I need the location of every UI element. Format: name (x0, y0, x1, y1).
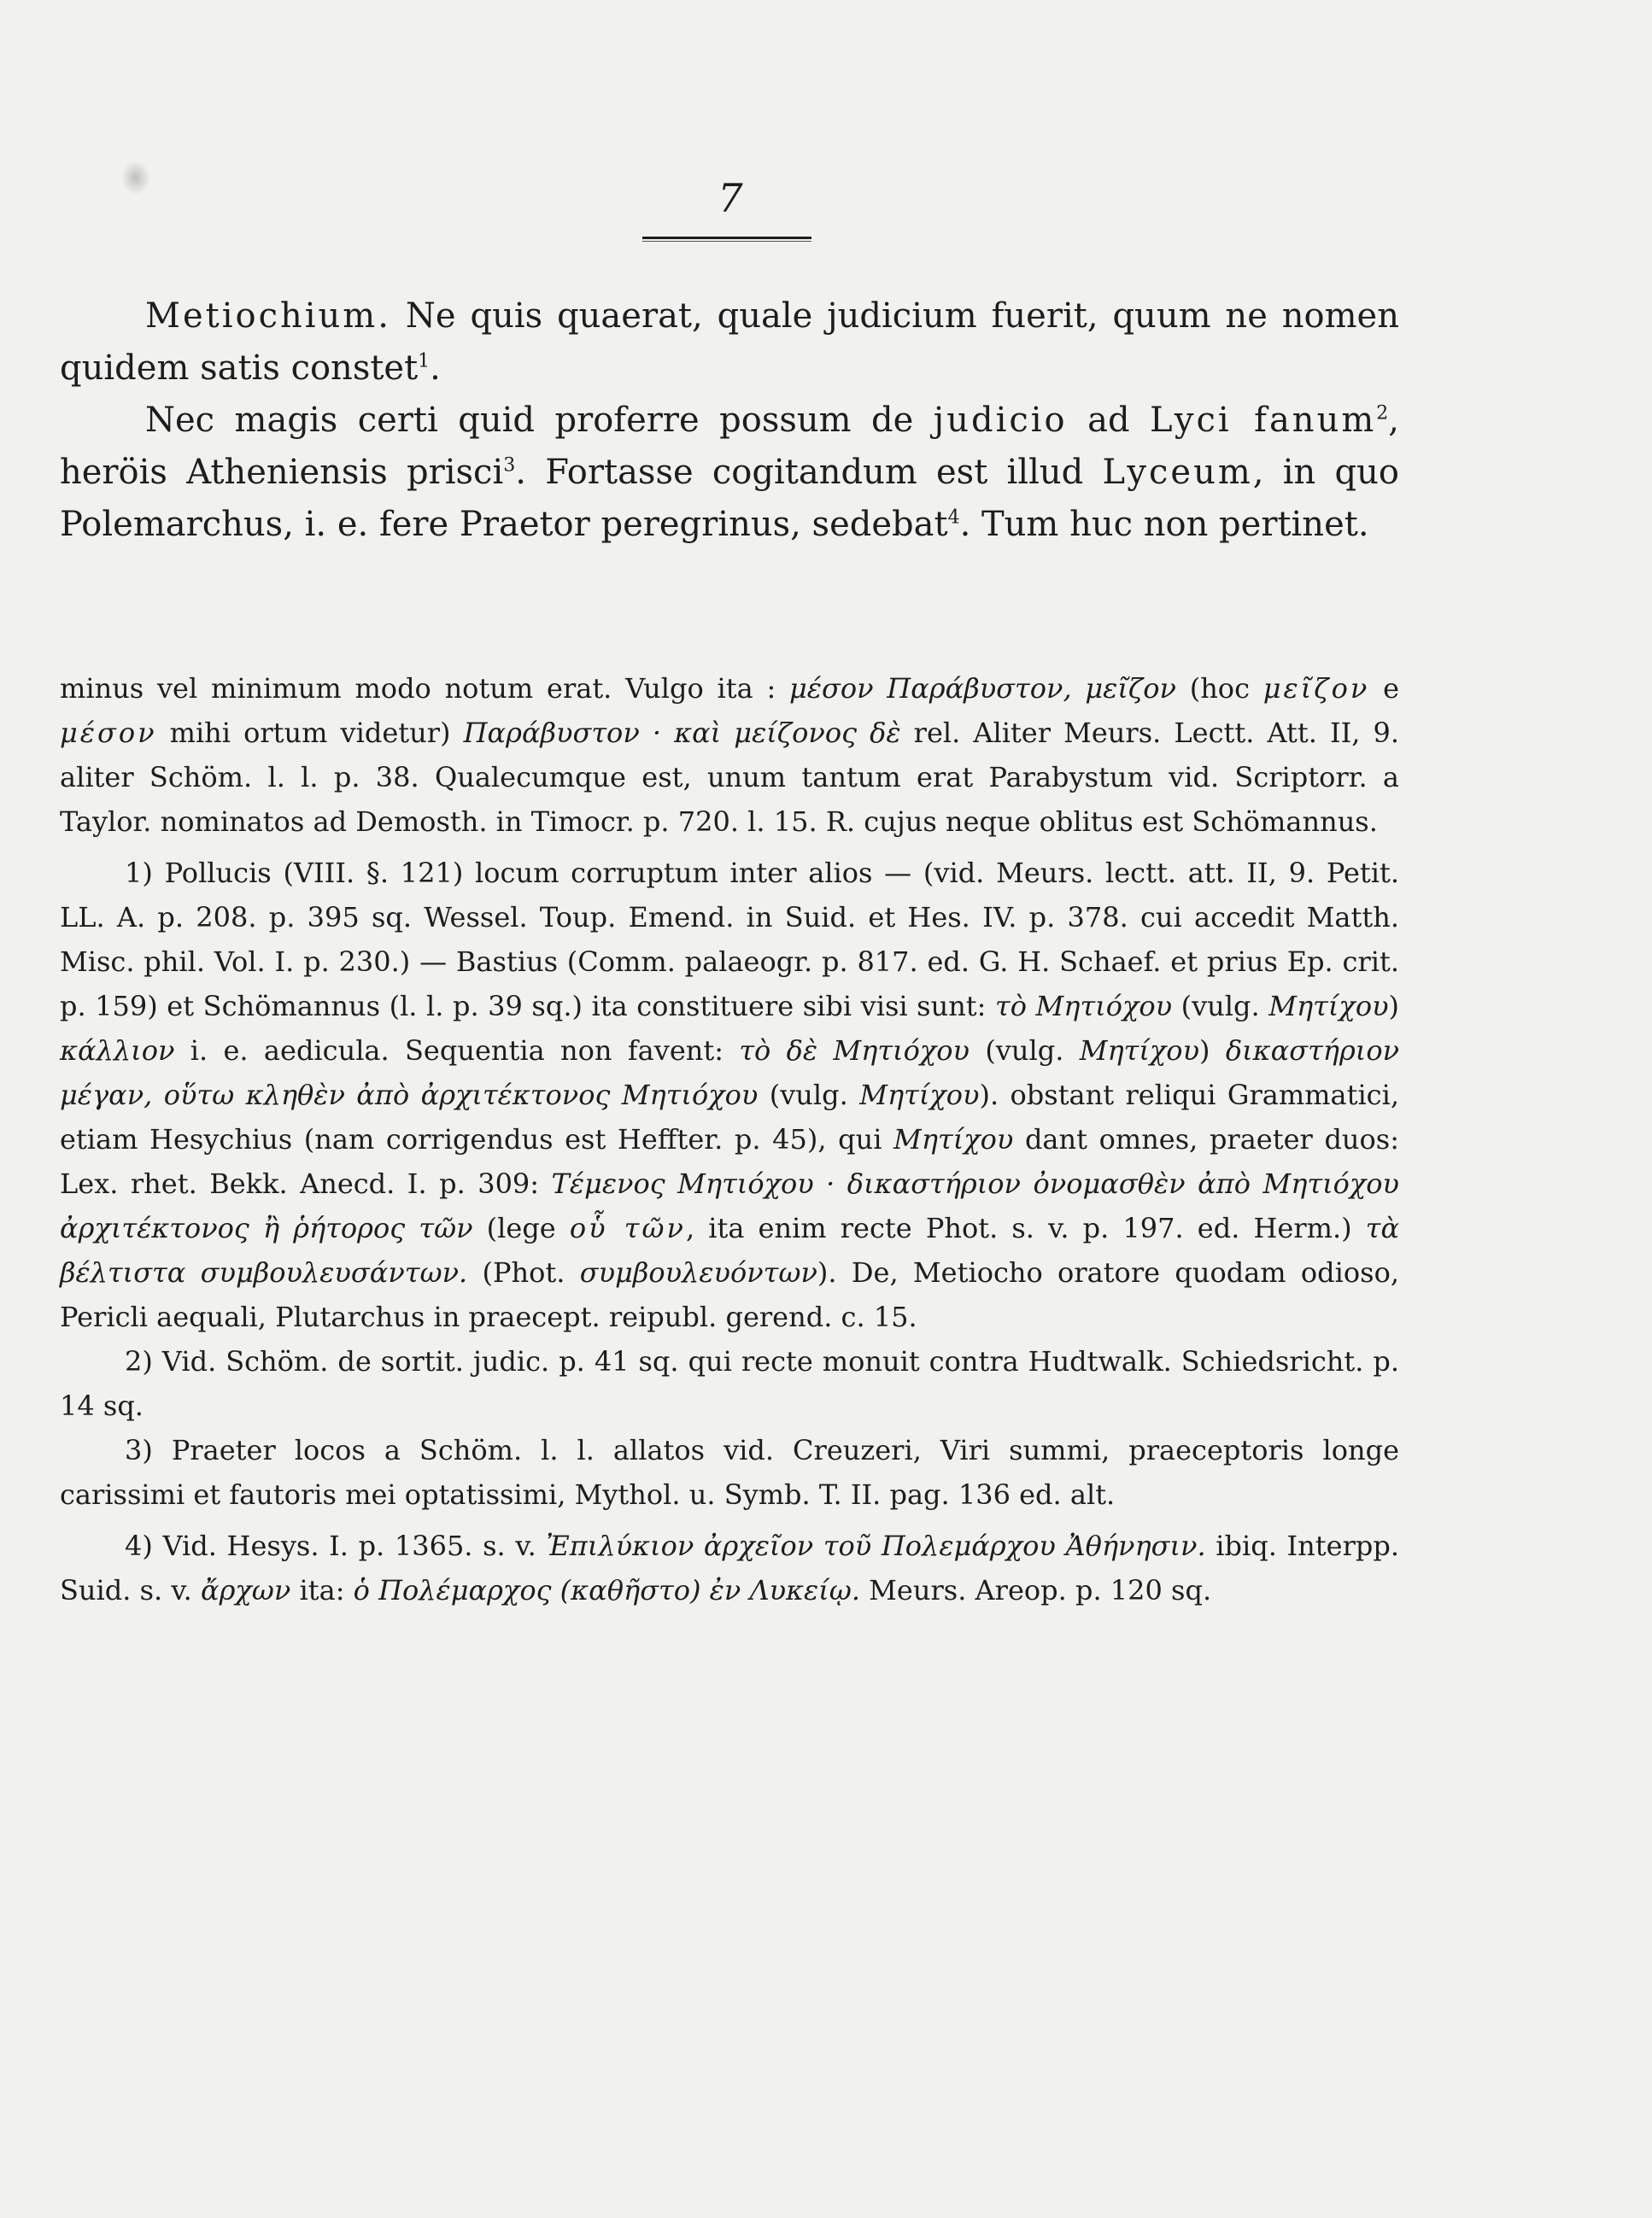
greek-text: κάλλιον (60, 1034, 175, 1067)
text-run: 4) Vid. Hesys. I. p. 1365. s. v. (125, 1530, 547, 1562)
text-run: , ita enim recte Phot. s. v. p. 197. ed. Herm.) (685, 1212, 1366, 1244)
text-run: e (1369, 672, 1400, 705)
text-run: dant omnes, praeter duos: Lex. rhet. Bekk. Anecd. I. p. 309: (60, 1123, 1400, 1200)
greek-text: Μητίχου (859, 1079, 980, 1111)
greek-text: τὸ Μητιόχου (995, 990, 1173, 1022)
greek-text: τὰ βέλτιστα συμβουλευσάντων. (60, 1212, 1400, 1289)
footnote-ref-4: 4 (947, 506, 960, 529)
text-run: ad (1067, 401, 1151, 440)
text-run: (lege (472, 1212, 570, 1244)
text-run: Meurs. Areop. p. 120 sq. (859, 1574, 1212, 1606)
term-lyci-fanum: Lyci fanum (1150, 401, 1377, 440)
greek-text: τὸ δὲ Μητιόχου (739, 1034, 970, 1067)
text-run: ). De, Metiocho oratore quodam odioso, Pericli aequali, Plutarchus in praecept. reipubl. gerend. c. 15. (60, 1256, 1400, 1333)
text-run: ). obstant reliqui Grammatici, etiam Hesychius (nam corrigendus est Heffter. p. 45), qui (60, 1079, 1400, 1156)
footnote-ref-3: 3 (503, 454, 516, 477)
greek-text: ὁ Πολέμαρχος (καθῆστο) ἐν Λυκείῳ. (353, 1574, 860, 1606)
greek-text: Μητίχου (1079, 1034, 1200, 1067)
greek-text: Μητίχου (893, 1123, 1014, 1156)
text-run: . Fortasse cogitandum est illud (515, 453, 1103, 492)
greek-text: μέσον (60, 717, 157, 749)
footnotes (60, 666, 1399, 1612)
text-run: minus vel minimum modo notum erat. Vulgo ita : (60, 672, 789, 705)
greek-text: συμβουλευόντων (579, 1256, 817, 1289)
main-text (60, 290, 1399, 551)
text-run: . Tum huc non pertinet. (959, 505, 1369, 544)
term-judicio: judicio (933, 401, 1068, 440)
footnote-3 (60, 1428, 1399, 1517)
text-run: (Phot. (467, 1256, 580, 1289)
footnote-2 (60, 1339, 1399, 1428)
text-run: , in quo Polemarchus, i. e. fere Praetor peregrinus, sedebat (60, 453, 1400, 544)
footnote-continuation (60, 666, 1399, 844)
text-run: 3) Praeter locos a Schöm. l. l. allatos vid. Creuzeri, Viri summi, praeceptoris longe carissimi et fautoris mei optatissimi, Mythol. u. Symb. T. II. pag. 136 ed. alt. (60, 1434, 1399, 1511)
footnote-ref-1: 1 (418, 350, 431, 372)
text-run: . (430, 348, 441, 388)
greek-text: Τέμενος Μητιόχου · δικαστήριον ὀνομασθὲν ἀπὸ Μητιόχου ἀρχιτέκτονος ἢ ῥήτορος τῶν (60, 1168, 1399, 1244)
text-run: Ne quis quaerat, quale judicium fuerit, quum ne nomen quidem satis constet (60, 296, 1399, 388)
text-run: ita: (290, 1574, 354, 1606)
greek-text: δικαστήριον μέγαν, οὕτω κληθὲν ἀπὸ ἀρχιτέκτονος Μητιόχου (60, 1034, 1400, 1111)
text-run: mihi ortum videtur) (156, 717, 464, 749)
text-run: (vulg. (1172, 990, 1269, 1022)
text-run: 1) Pollucis (VIII. §. 121) locum corruptum inter alios — (vid. Meurs. lectt. att. II, 9. Petit. LL. A. p. 208. p. 395 sq. Wessel. Toup. Emend. in Suid. et Hes. IV. p. 378. cui accedit Matth. Misc. phil. Vol. I. p. 230.) — Bastius (Comm. palaeogr. p. 817. ed. G. H. Schaef. et prius Ep. crit. p. 159) et Schömannus (l. l. p. 39 sq.) ita constituere sibi visi sunt: (60, 857, 1399, 1022)
text-run: rel. Aliter Meurs. Lectt. Att. II, 9. aliter Schöm. l. l. p. 38. Qualecumque est, unum tantum erat Parabystum vid. Scriptorr. a Taylor. nominatos ad Demosth. in Timocr. p. 720. l. 15. R. cujus neque oblitus est Schömannus. (60, 717, 1400, 838)
greek-text: Ἐπιλύκιον ἀρχεῖον τοῦ Πολεμάρχου Ἀθήνησιν. (546, 1530, 1206, 1562)
greek-text: μέσον Παράβυστον, μεῖζον (789, 672, 1176, 705)
term-metiochium: Metiochium. (145, 296, 391, 336)
text-run: ) (1388, 990, 1400, 1022)
text-run: (vulg. (969, 1034, 1080, 1067)
footnote-4 (60, 1524, 1399, 1612)
page-number: 7 (718, 175, 743, 221)
main-paragraph-1 (60, 290, 1399, 395)
term-lyceum: Lyceum (1102, 453, 1253, 492)
greek-text: μεῖζον (1262, 672, 1370, 705)
text-run: , heröis Atheniensis prisci (60, 401, 1399, 492)
footnote-1 (60, 851, 1399, 1339)
text-run: ) (1199, 1034, 1226, 1067)
greek-text: Παράβυστον · καὶ μείζονος δὲ (463, 717, 901, 749)
text-run: ibiq. Interpp. Suid. s. v. (60, 1530, 1400, 1606)
text-run: (vulg. (758, 1079, 860, 1111)
greek-text: ἄρχων (200, 1574, 291, 1606)
header-rule (642, 237, 811, 242)
text-run: i. e. aedicula. Sequentia non favent: (174, 1034, 740, 1067)
greek-text: οὗ τῶν (569, 1212, 686, 1244)
text-run: (hoc (1175, 672, 1263, 705)
footnote-ref-2: 2 (1376, 402, 1389, 424)
text-run: Nec magis certi quid proferre possum de (145, 401, 934, 440)
text-run: 2) Vid. Schöm. de sortit. judic. p. 41 sq. qui recte monuit contra Hudtwalk. Schiedsricht. p. 14 sq. (60, 1345, 1399, 1422)
greek-text: Μητίχου (1268, 990, 1389, 1022)
main-paragraph-2 (60, 395, 1399, 551)
